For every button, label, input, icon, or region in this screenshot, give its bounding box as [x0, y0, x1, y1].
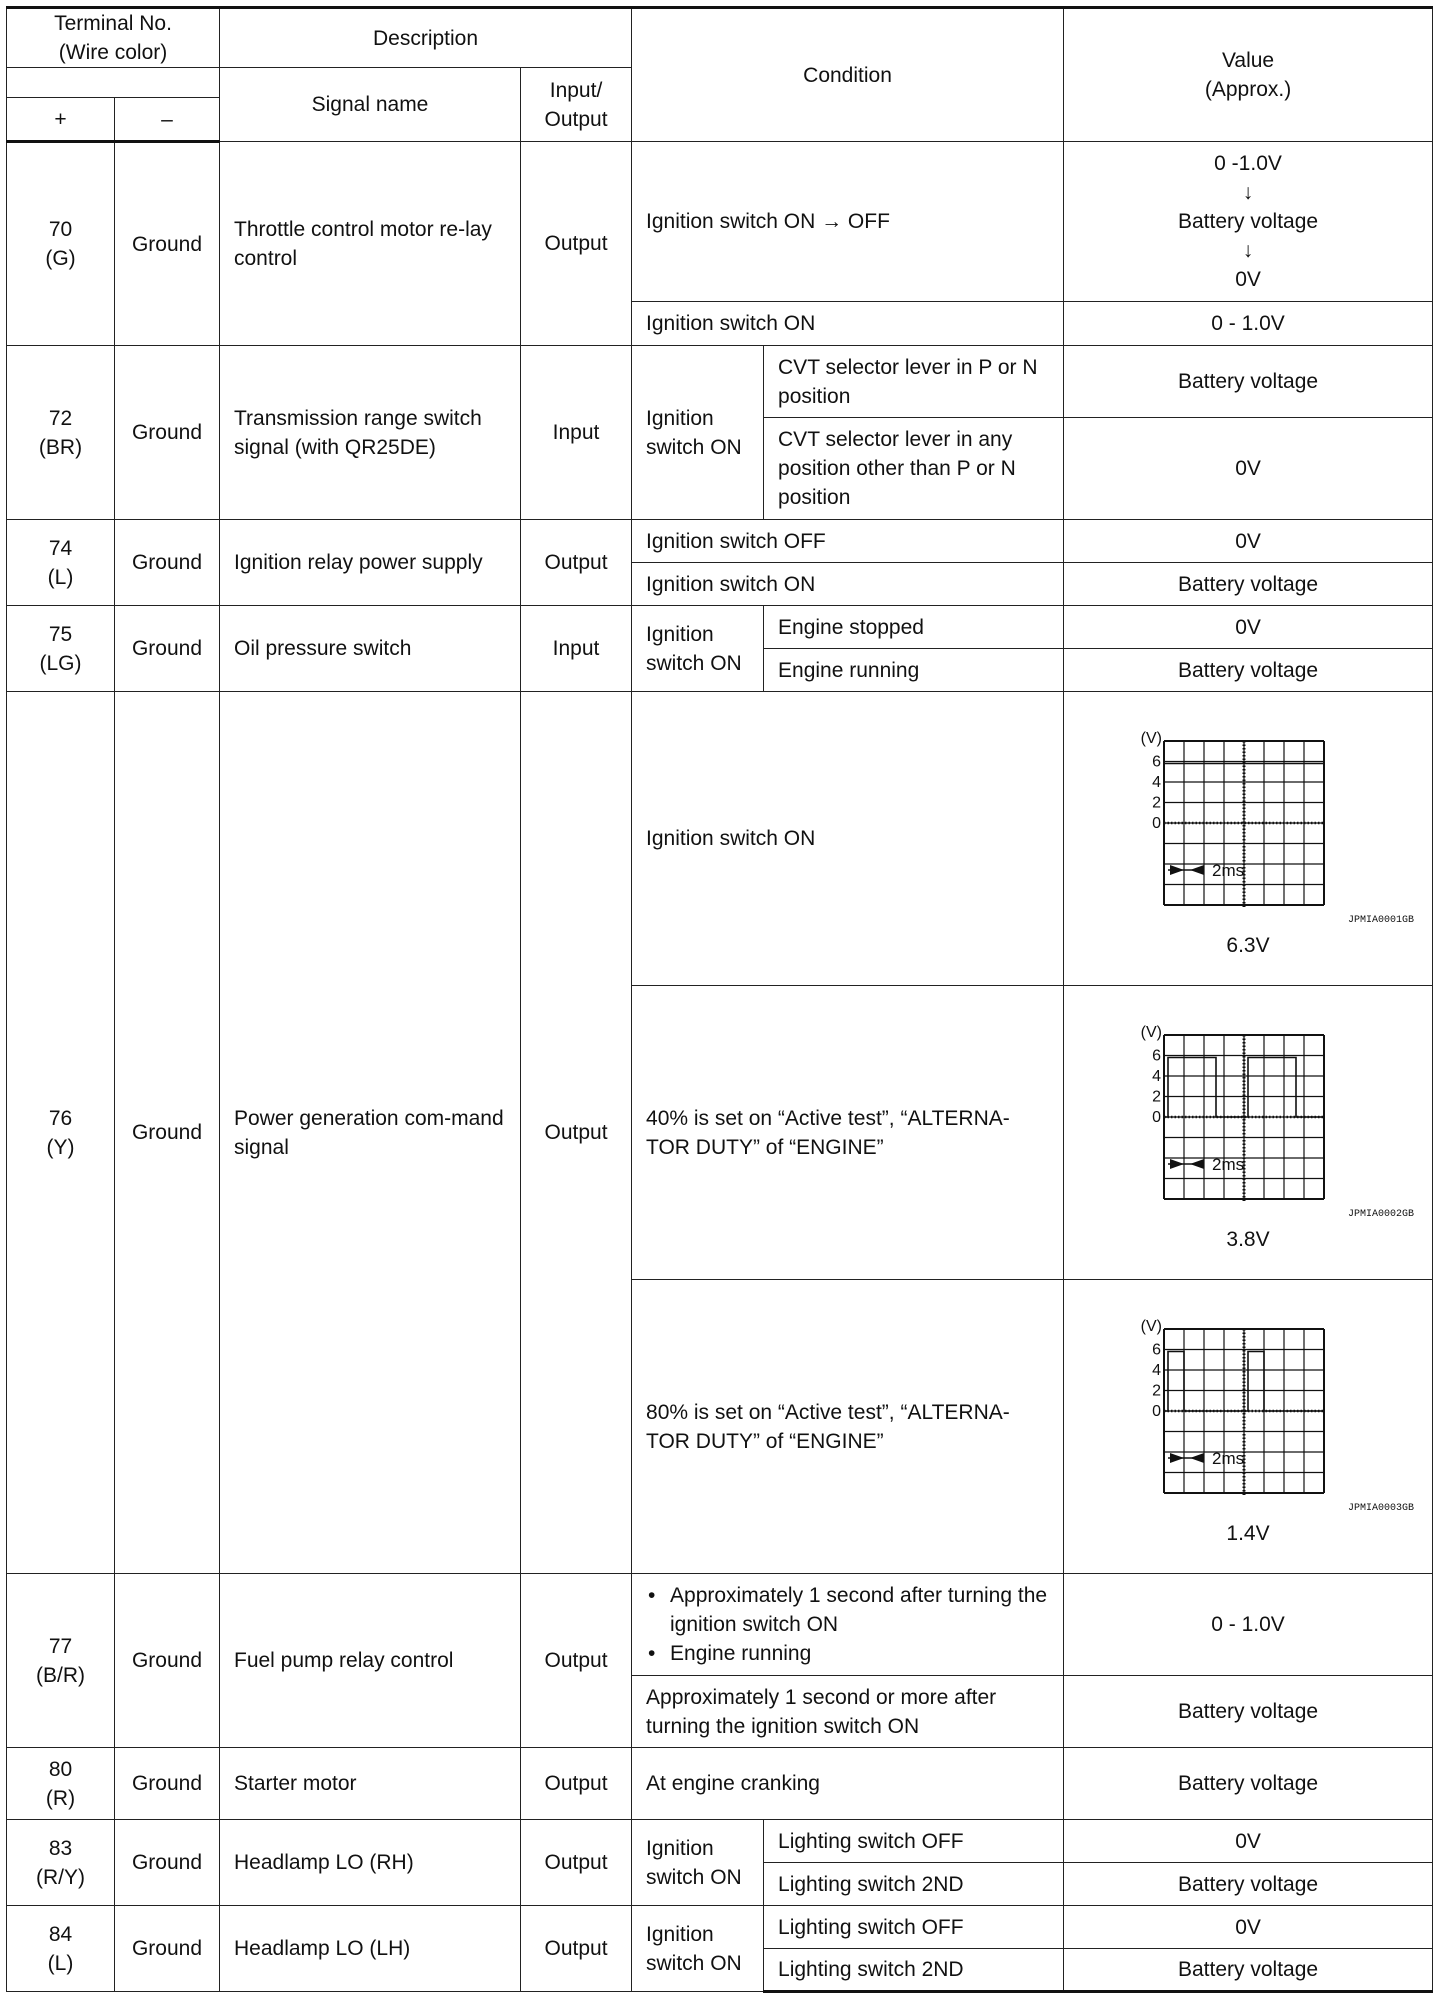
terminal-minus: Ground	[115, 142, 220, 346]
y-unit-label: (V)	[1140, 1024, 1163, 1041]
signal-name: Starter motor	[220, 1748, 521, 1820]
value: Battery voltage	[1064, 1949, 1433, 1992]
list-item: • Approximately 1 second after turning the ignition switch ON	[646, 1581, 1049, 1639]
terminal-plus	[7, 346, 115, 520]
input-output: Input	[521, 606, 632, 692]
input-output: Output	[521, 692, 632, 1574]
y-tick-label: 4	[1152, 1068, 1162, 1085]
condition: Lighting switch 2ND	[764, 1949, 1064, 1992]
value-waveform	[1064, 692, 1433, 986]
terminal-number: 70	[48, 218, 73, 241]
wire-color: (L)	[47, 1951, 74, 1975]
terminal-minus: Ground	[115, 692, 220, 1574]
input-output: Output	[521, 520, 632, 606]
wire-color: (G)	[45, 247, 76, 270]
signal-name-header: Signal name	[220, 68, 521, 142]
value: 0V	[1064, 418, 1433, 520]
signal-name: Headlamp LO (LH)	[220, 1906, 521, 1992]
condition: Ignition switch ON	[632, 692, 1064, 986]
oscilloscope-waveform-1	[1118, 719, 1378, 909]
terminal-minus: Ground	[115, 1574, 220, 1748]
signal-name: Power generation com-mand signal	[220, 692, 521, 1574]
figure-code: JPMIA0003GB	[1348, 1503, 1415, 1514]
terminal-plus	[7, 142, 115, 346]
condition	[632, 1574, 1064, 1676]
input-output: Output	[521, 1748, 632, 1820]
signal-name: Oil pressure switch	[220, 606, 521, 692]
condition-header: Condition	[632, 8, 1064, 142]
down-arrow-icon: ↓	[1242, 239, 1254, 262]
condition: Ignition switch ON	[632, 302, 1064, 346]
terminal-no-header	[7, 8, 220, 68]
value: 0V	[1064, 606, 1433, 649]
terminal-table-container	[6, 6, 1432, 1993]
terminal-number: 74	[48, 536, 73, 560]
terminal-plus	[7, 520, 115, 606]
condition: Lighting switch 2ND	[764, 1863, 1064, 1906]
condition: Engine running	[764, 649, 1064, 692]
terminal-minus: Ground	[115, 520, 220, 606]
table-row	[7, 692, 1433, 986]
value: Battery voltage	[1064, 346, 1433, 418]
value-label: Value	[1221, 49, 1275, 72]
figure-code: JPMIA0001GB	[1348, 915, 1415, 926]
condition: Lighting switch OFF	[764, 1906, 1064, 1949]
value: Battery voltage	[1064, 1676, 1433, 1748]
input-output: Input	[521, 346, 632, 520]
y-tick-label: 4	[1152, 774, 1162, 791]
wire-color: (BR)	[38, 435, 83, 459]
terminal-table	[6, 6, 1433, 1993]
terminal-no-label: Terminal No.	[54, 12, 172, 35]
down-arrow-icon: ↓	[1242, 181, 1254, 204]
figure-code: JPMIA0002GB	[1348, 1209, 1415, 1220]
table-row	[7, 346, 1433, 418]
input-output-header	[521, 68, 632, 142]
terminal-no-header-cont	[7, 68, 220, 98]
terminal-plus	[7, 606, 115, 692]
input-output-label-1: Input/	[549, 78, 603, 102]
y-tick-label: 6	[1152, 1341, 1162, 1359]
y-unit-label: (V)	[1140, 1318, 1163, 1335]
input-output: Output	[521, 1906, 632, 1992]
table-row	[7, 1748, 1433, 1820]
value: Battery voltage	[1064, 1748, 1433, 1820]
left-arrow-icon	[1190, 1453, 1204, 1463]
value: 6.3V	[1226, 934, 1270, 957]
oscilloscope-waveform-2	[1118, 1013, 1378, 1203]
signal-name: Throttle control motor re-lay control	[220, 142, 521, 346]
signal-name: Ignition relay power supply	[220, 520, 521, 606]
value-waveform	[1064, 986, 1433, 1280]
condition: 40% is set on “Active test”, “ALTERNA-TOR DUTY” of “ENGINE”	[632, 986, 1064, 1280]
condition: Ignition switch ON → OFF	[632, 142, 1064, 302]
terminal-plus	[7, 1748, 115, 1820]
value-line: Battery voltage	[1177, 210, 1319, 233]
wire-color: (B/R)	[36, 1663, 85, 1687]
description-header: Description	[220, 8, 632, 68]
condition-bullet-list	[646, 1581, 1049, 1668]
table-row	[7, 1574, 1433, 1676]
condition-group: Ignition switch ON	[632, 1820, 764, 1906]
right-arrow-icon	[1170, 865, 1184, 875]
y-unit-label: (V)	[1140, 730, 1163, 747]
terminal-minus: Ground	[115, 1820, 220, 1906]
wire-color-label: (Wire color)	[58, 41, 168, 64]
signal-name: Headlamp LO (RH)	[220, 1820, 521, 1906]
y-tick-label: 6	[1152, 753, 1162, 771]
table-row	[7, 520, 1433, 563]
value-line: 0V	[1235, 268, 1261, 291]
time-scale-label: 2ms	[1212, 1155, 1245, 1174]
value-line: 0 -1.0V	[1214, 152, 1282, 175]
condition: Approximately 1 second or more after turning the ignition switch ON	[632, 1676, 1064, 1748]
condition-group: Ignition switch ON	[632, 1906, 764, 1992]
value-waveform	[1064, 1280, 1433, 1574]
terminal-number: 75	[48, 622, 73, 646]
terminal-number: 77	[48, 1634, 73, 1658]
input-output: Output	[521, 1574, 632, 1748]
terminal-plus	[7, 1906, 115, 1992]
value: Battery voltage	[1064, 563, 1433, 606]
value	[1064, 142, 1433, 302]
condition-group: Ignition switch ON	[632, 346, 764, 520]
wire-color: (R)	[45, 1786, 76, 1810]
y-tick-label: 4	[1152, 1362, 1162, 1379]
time-scale-label: 2ms	[1212, 861, 1245, 880]
y-tick-label: 2	[1152, 1088, 1162, 1106]
y-tick-label: 2	[1152, 794, 1162, 812]
condition-group: Ignition switch ON	[632, 606, 764, 692]
value: 0 - 1.0V	[1064, 302, 1433, 346]
wire-color: (R/Y)	[36, 1865, 85, 1889]
left-arrow-icon	[1190, 865, 1204, 875]
right-arrow-icon	[1170, 1159, 1184, 1169]
signal-name: Fuel pump relay control	[220, 1574, 521, 1748]
table-row	[7, 142, 1433, 302]
terminal-number: 72	[48, 406, 73, 430]
input-output: Output	[521, 1820, 632, 1906]
value: 1.4V	[1226, 1522, 1270, 1545]
signal-name: Transmission range switch signal (with QR25DE)	[220, 346, 521, 520]
input-output-label-2: Output	[544, 107, 608, 131]
y-tick-label: 0	[1152, 1109, 1162, 1126]
wire-color: (Y)	[46, 1135, 75, 1159]
terminal-number: 80	[48, 1757, 73, 1781]
value: 0 - 1.0V	[1064, 1574, 1433, 1676]
input-output: Output	[521, 142, 632, 346]
value: Battery voltage	[1064, 1863, 1433, 1906]
right-arrow-icon	[1170, 1453, 1184, 1463]
value: Battery voltage	[1064, 649, 1433, 692]
terminal-plus	[7, 1820, 115, 1906]
condition: Ignition switch OFF	[632, 520, 1064, 563]
minus-header: –	[115, 98, 220, 142]
terminal-minus: Ground	[115, 346, 220, 520]
terminal-number: 84	[48, 1922, 73, 1946]
plus-header: +	[7, 98, 115, 142]
y-tick-label: 2	[1152, 1382, 1162, 1400]
header-row	[7, 8, 1433, 68]
value-header	[1064, 8, 1433, 142]
time-scale-label: 2ms	[1212, 1449, 1245, 1468]
left-arrow-icon	[1190, 1159, 1204, 1169]
list-item: • Engine running	[646, 1639, 1049, 1668]
y-tick-label: 6	[1152, 1047, 1162, 1065]
terminal-plus	[7, 1574, 115, 1748]
condition: At engine cranking	[632, 1748, 1064, 1820]
condition: Lighting switch OFF	[764, 1820, 1064, 1863]
wire-color: (LG)	[39, 651, 82, 675]
table-row	[7, 1820, 1433, 1863]
oscilloscope-waveform-3	[1118, 1307, 1378, 1497]
condition: CVT selector lever in P or N position	[764, 346, 1064, 418]
wire-color: (L)	[47, 565, 74, 589]
approx-label: (Approx.)	[1204, 78, 1292, 101]
terminal-minus: Ground	[115, 606, 220, 692]
value: 0V	[1064, 520, 1433, 563]
y-tick-label: 0	[1152, 1403, 1162, 1420]
condition: CVT selector lever in any position other than P or N position	[764, 418, 1064, 520]
value: 0V	[1064, 1906, 1433, 1949]
condition: Ignition switch ON	[632, 563, 1064, 606]
terminal-minus: Ground	[115, 1748, 220, 1820]
terminal-minus: Ground	[115, 1906, 220, 1992]
condition: Engine stopped	[764, 606, 1064, 649]
value: 0V	[1064, 1820, 1433, 1863]
y-tick-label: 0	[1152, 815, 1162, 832]
table-row	[7, 1906, 1433, 1949]
terminal-number: 83	[48, 1836, 73, 1860]
table-row	[7, 606, 1433, 649]
value: 3.8V	[1226, 1228, 1270, 1251]
terminal-number: 76	[48, 1106, 73, 1130]
terminal-plus	[7, 692, 115, 1574]
condition: 80% is set on “Active test”, “ALTERNA-TOR DUTY” of “ENGINE”	[632, 1280, 1064, 1574]
